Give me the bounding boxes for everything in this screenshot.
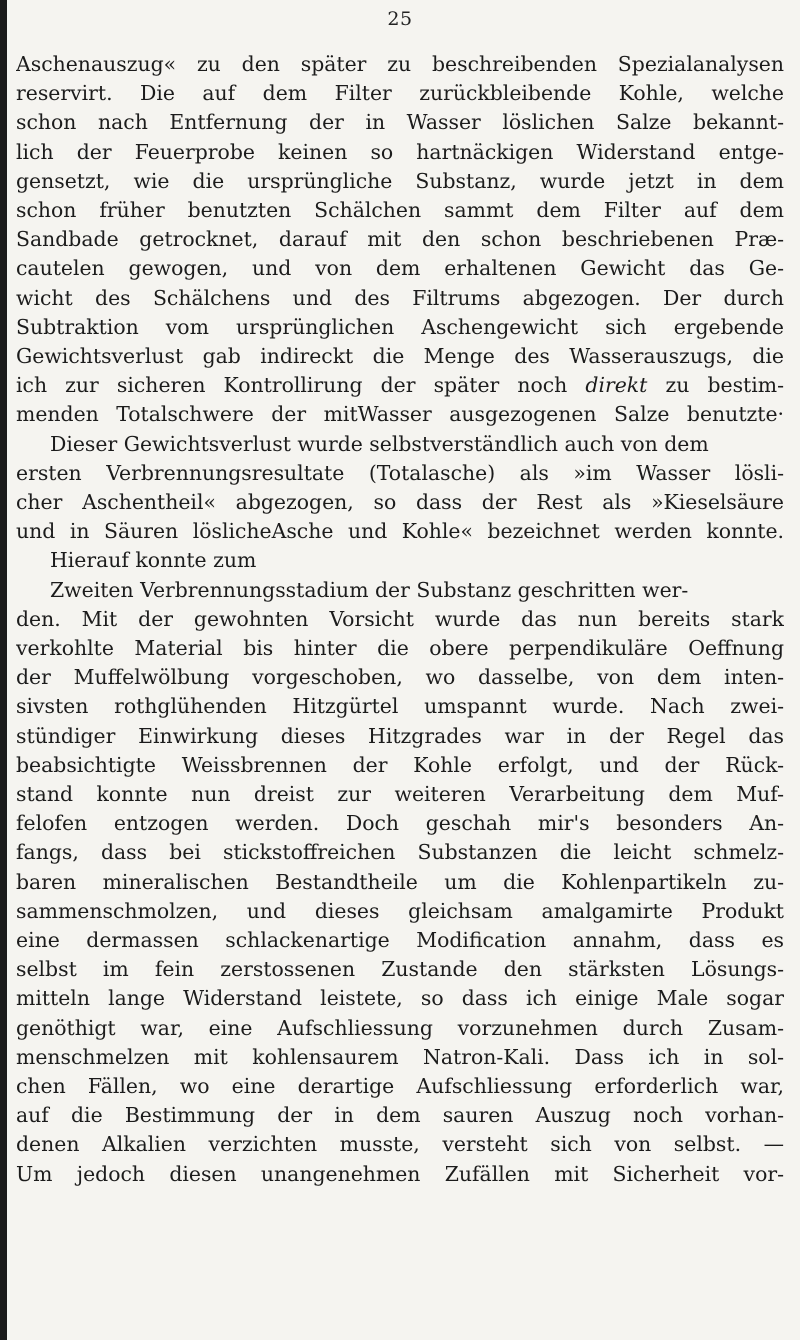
text-line: schon nach Entfernung der in Wasser löslichen Salze bekannt- (16, 110, 784, 135)
text-line: menden Totalschwere der mitWasser ausgezogenen Salze benutzte· (16, 402, 784, 427)
text-line: Dieser Gewichtsverlust wurde selbstverständlich auch von dem (50, 431, 709, 456)
text-line: ersten Verbrennungsresultate (Totalasche) als »im Wasser lösli- (16, 460, 784, 485)
text-line: beabsichtigte Weissbrennen der Kohle erfolgt, und der Rück- (16, 752, 784, 777)
text-segment: zu bestim- (647, 373, 784, 398)
text-line: fangs, dass bei stickstoffreichen Substanzen die leicht schmelz- (16, 840, 784, 865)
text-line: Hierauf konnte zum (50, 548, 257, 573)
text-line: stand konnte nun dreist zur weiteren Verarbeitung dem Muf- (16, 782, 784, 806)
text-line: denen Alkalien verzichten musste, versteht sich von selbst. — (16, 1132, 784, 1157)
text-line: Sandbade getrocknet, darauf mit den schon beschriebenen Præ- (16, 227, 784, 252)
text-line: mitteln lange Widerstand leistete, so dass ich einige Male sogar (16, 986, 784, 1011)
text-line: lich der Feuerprobe keinen so hartnäckigen Widerstand entge- (16, 139, 784, 164)
text-line (16, 371, 784, 400)
text-line: baren mineralischen Bestandtheile um die Kohlenpartikeln zu- (16, 869, 784, 894)
text-line: und in Säuren löslicheAsche und Kohle« bezeichnet werden konnte. (16, 519, 784, 544)
text-line: felofen entzogen werden. Doch geschah mir's besonders An- (16, 811, 784, 836)
text-line: verkohlte Material bis hinter die obere perpendikuläre Oeffnung (16, 636, 784, 660)
text-line: Subtraktion vom ursprünglichen Aschengewicht sich ergebende (16, 314, 784, 339)
italic-segment: direkt (585, 373, 648, 398)
text-line: genöthigt war, eine Aufschliessung vorzunehmen durch Zusam- (16, 1015, 784, 1040)
text-line: gensetzt, wie die ursprüngliche Substanz, wurde jetzt in dem (16, 168, 784, 193)
binding-edge (0, 0, 7, 1340)
text-line: Um jedoch diesen unangenehmen Zufällen mit Sicherheit vor- (16, 1161, 784, 1186)
text-line: wicht des Schälchens und des Filtrums abgezogen. Der durch (16, 285, 784, 310)
text-line: sammenschmolzen, und dieses gleichsam amalgamirte Produkt (16, 898, 784, 923)
text-line: chen Fällen, wo eine derartige Aufschliessung erforderlich war, (16, 1074, 784, 1098)
text-line: cher Aschentheil« abgezogen, so dass der Rest als »Kieselsäure (16, 490, 784, 514)
page-number: 25 (387, 8, 413, 30)
text-line: sivsten rothglühenden Hitzgürtel umspannt wurde. Nach zwei- (16, 694, 784, 719)
text-line: den. Mit der gewohnten Vorsicht wurde das nun bereits stark (16, 606, 784, 631)
text-line: schon früher benutzten Schälchen sammt dem Filter auf dem (16, 198, 784, 222)
text-line: Gewichtsverlust gab indireckt die Menge des Wasserauszugs, die (16, 344, 784, 368)
text-line: der Muffelwölbung vorgeschoben, wo dasselbe, von dem inten- (16, 665, 784, 690)
text-line: auf die Bestimmung der in dem sauren Auszug noch vorhan- (16, 1103, 784, 1128)
text-line: Zweiten Verbrennungsstadium der Substanz geschritten wer- (50, 577, 689, 602)
text-line: eine dermassen schlackenartige Modification annahm, dass es (16, 928, 784, 952)
text-line: menschmelzen mit kohlensaurem Natron-Kali. Dass ich in sol- (16, 1044, 784, 1069)
text-line: Aschenauszug« zu den später zu beschreibenden Spezialanalysen (16, 52, 784, 76)
text-line: stündiger Einwirkung dieses Hitzgrades war in der Regel das (16, 723, 784, 748)
text-segment: ich zur sicheren Kontrollirung der später noch (16, 373, 586, 398)
text-line: cautelen gewogen, und von dem erhaltenen Gewicht das Ge- (16, 256, 784, 281)
text-line: reservirt. Die auf dem Filter zurückbleibende Kohle, welche (16, 81, 784, 106)
text-line: selbst im fein zerstossenen Zustande den stärksten Lösungs- (16, 957, 784, 982)
